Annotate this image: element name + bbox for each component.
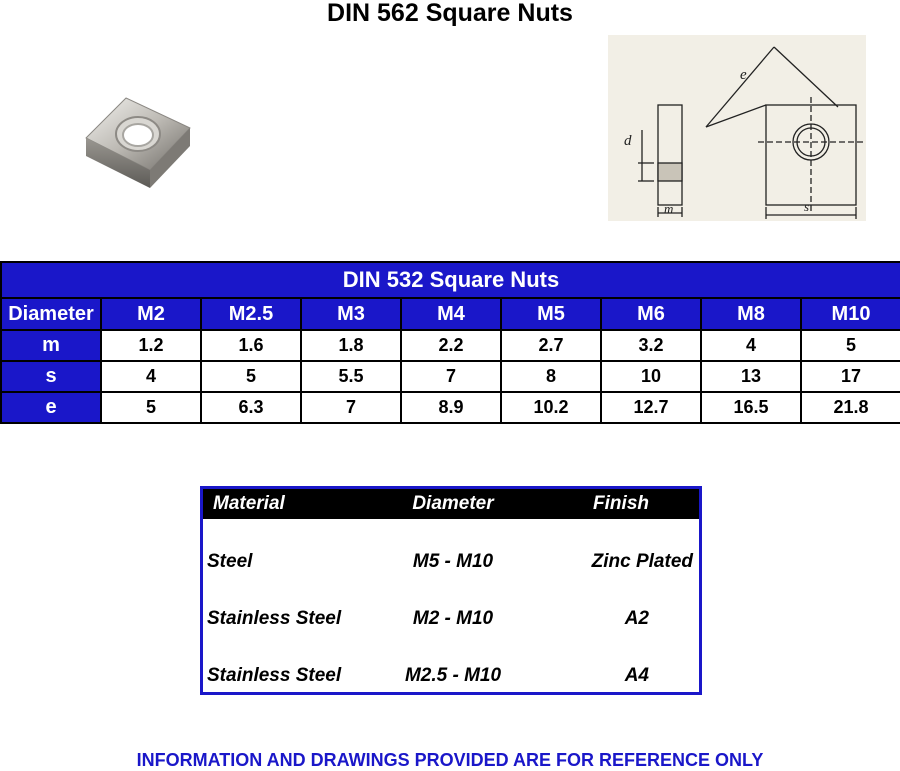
column-header: M6 bbox=[601, 298, 701, 330]
table-cell: 17 bbox=[801, 361, 900, 392]
table-cell: 10 bbox=[601, 361, 701, 392]
material-name: Steel bbox=[207, 551, 253, 572]
row-label: e bbox=[1, 392, 101, 423]
material-name: Stainless Steel bbox=[207, 608, 342, 629]
header-finish: Finish bbox=[593, 493, 649, 514]
column-header: M10 bbox=[801, 298, 900, 330]
table-cell: 7 bbox=[401, 361, 501, 392]
row-label: s bbox=[1, 361, 101, 392]
table-cell: 21.8 bbox=[801, 392, 900, 423]
table-cell: 13 bbox=[701, 361, 801, 392]
table-cell: 6.3 bbox=[201, 392, 301, 423]
table-cell: 8 bbox=[501, 361, 601, 392]
column-header: M8 bbox=[701, 298, 801, 330]
table-cell: 4 bbox=[101, 361, 201, 392]
material-table bbox=[200, 486, 702, 695]
row-label-header: Diameter bbox=[1, 298, 101, 330]
table-cell: 5.5 bbox=[301, 361, 401, 392]
material-diameter: M2 - M10 bbox=[412, 608, 494, 629]
table-cell: 1.6 bbox=[201, 330, 301, 361]
material-row bbox=[203, 551, 699, 581]
material-diameter: M2.5 - M10 bbox=[404, 665, 502, 686]
header-diameter: Diameter bbox=[412, 493, 494, 514]
table-row bbox=[1, 361, 900, 392]
table-cell: 16.5 bbox=[701, 392, 801, 423]
table-row bbox=[1, 330, 900, 361]
column-header: M3 bbox=[301, 298, 401, 330]
column-header: M2 bbox=[101, 298, 201, 330]
material-table-header bbox=[203, 489, 699, 519]
table-cell: 5 bbox=[801, 330, 900, 361]
table-cell: 5 bbox=[201, 361, 301, 392]
table-cell: 1.8 bbox=[301, 330, 401, 361]
table-cell: 4 bbox=[701, 330, 801, 361]
disclaimer-footer: INFORMATION AND DRAWINGS PROVIDED ARE FOR REFERENCE ONLY bbox=[136, 750, 764, 770]
table-cell: 5 bbox=[101, 392, 201, 423]
drawing-label-m: m bbox=[664, 201, 674, 216]
material-finish: Zinc Plated bbox=[591, 551, 693, 572]
drawing-label-s: s bbox=[804, 199, 810, 214]
table-cell: 3.2 bbox=[601, 330, 701, 361]
table-row bbox=[1, 392, 900, 423]
technical-drawing bbox=[608, 35, 866, 221]
table-cell: 7 bbox=[301, 392, 401, 423]
table-cell: 8.9 bbox=[401, 392, 501, 423]
table-header-row bbox=[1, 298, 900, 330]
column-header: M2.5 bbox=[201, 298, 301, 330]
table-cell: 12.7 bbox=[601, 392, 701, 423]
material-diameter: M5 - M10 bbox=[412, 551, 494, 572]
material-row bbox=[203, 608, 699, 638]
page-title: DIN 562 Square Nuts bbox=[327, 0, 573, 27]
dimensions-table bbox=[0, 261, 900, 424]
table-cell: 1.2 bbox=[101, 330, 201, 361]
material-name: Stainless Steel bbox=[207, 665, 342, 686]
column-header: M5 bbox=[501, 298, 601, 330]
column-header: M4 bbox=[401, 298, 501, 330]
row-label: m bbox=[1, 330, 101, 361]
table-cell: 2.2 bbox=[401, 330, 501, 361]
table-cell: 2.7 bbox=[501, 330, 601, 361]
square-nut-photo bbox=[78, 88, 200, 210]
table-heading: DIN 532 Square Nuts bbox=[1, 262, 900, 298]
material-row bbox=[203, 665, 699, 695]
drawing-label-d: d bbox=[624, 133, 632, 149]
table-cell: 10.2 bbox=[501, 392, 601, 423]
material-finish: A4 bbox=[624, 665, 649, 686]
material-finish: A2 bbox=[624, 608, 649, 629]
header-material: Material bbox=[213, 493, 285, 514]
drawing-label-e: e bbox=[740, 67, 747, 83]
